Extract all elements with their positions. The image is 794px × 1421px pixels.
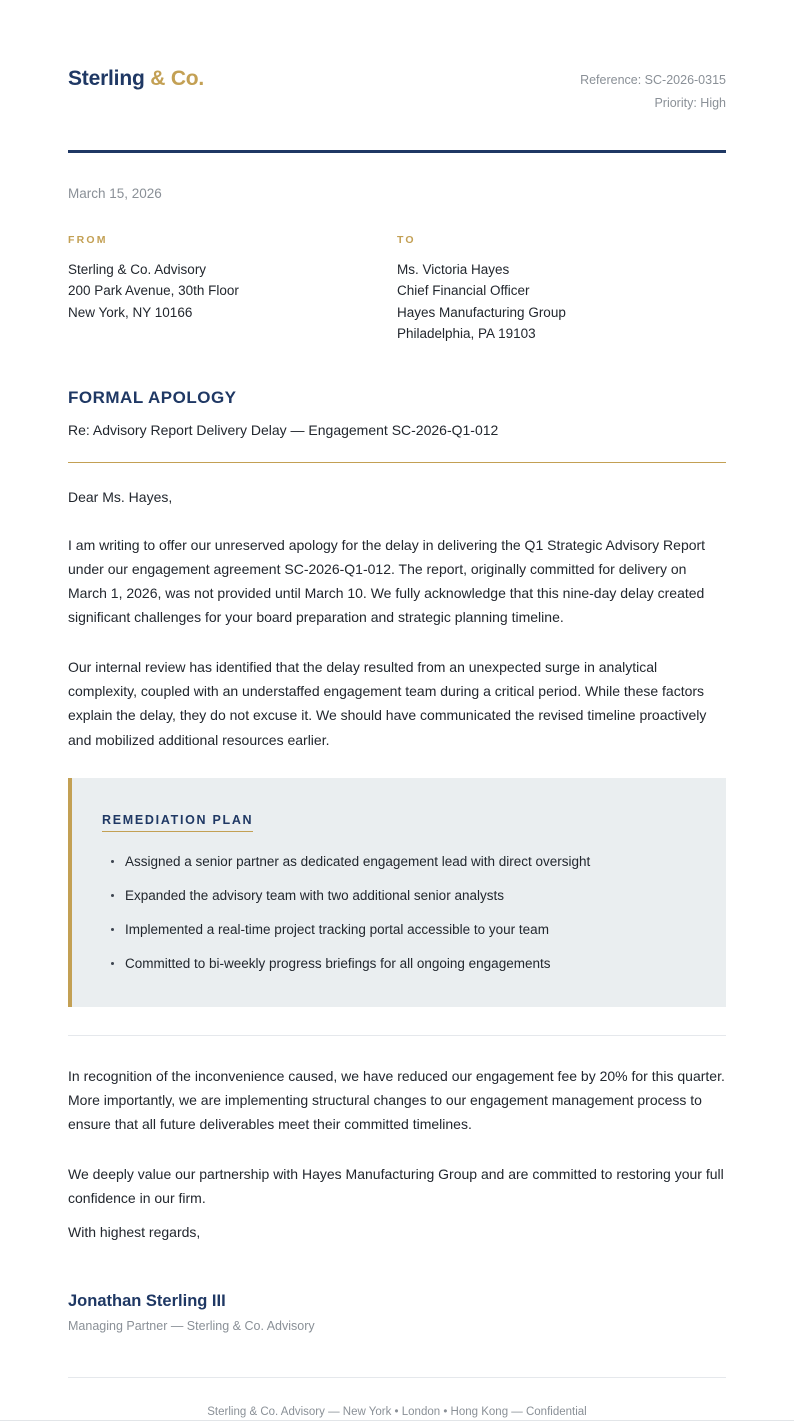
remediation-title: REMEDIATION PLAN	[102, 813, 253, 832]
from-lines	[68, 259, 397, 323]
signatory-role: Managing Partner — Sterling & Co. Advisory	[68, 1319, 315, 1334]
reference-number: Reference: SC-2026-0315	[580, 73, 726, 87]
section-divider	[68, 1035, 726, 1036]
from-line-2: 200 Park Avenue, 30th Floor	[68, 283, 239, 299]
list-item: Expanded the advisory team with two additional senior analysts	[102, 886, 696, 906]
brand-name-accent: & Co.	[150, 67, 205, 90]
letter-body	[68, 489, 726, 1333]
to-lines	[397, 259, 726, 344]
document-meta	[580, 66, 726, 115]
from-label: FROM	[68, 234, 108, 247]
list-item: Implemented a real-time project tracking portal accessible to your team	[102, 920, 696, 940]
header-divider	[68, 150, 726, 153]
list-item: Committed to bi-weekly progress briefings for all ongoing engagements	[102, 954, 696, 974]
remediation-list	[102, 852, 696, 975]
closing-regards: With highest regards,	[68, 1224, 201, 1241]
page-title: FORMAL APOLOGY	[68, 388, 237, 407]
subject-divider	[68, 462, 726, 463]
to-line-4: Philadelphia, PA 19103	[397, 325, 536, 341]
letterhead	[68, 0, 726, 115]
signature-block	[68, 1292, 726, 1333]
to-line-1: Ms. Victoria Hayes	[397, 262, 510, 278]
page-footer	[68, 1377, 726, 1420]
remediation-callout	[68, 778, 726, 1007]
salutation: Dear Ms. Hayes,	[68, 489, 173, 505]
body-paragraph-4: We deeply value our partnership with Hayes Manufacturing Group and are committed to restoring your full confidence in our firm.	[68, 1165, 724, 1206]
to-line-2: Chief Financial Officer	[397, 283, 530, 299]
signatory-name: Jonathan Sterling III	[68, 1292, 226, 1311]
footer-text: Sterling & Co. Advisory — New York • London • Hong Kong — Confidential	[207, 1406, 587, 1419]
to-line-3: Hayes Manufacturing Group	[397, 304, 566, 320]
address-block	[68, 234, 726, 344]
brand-name-primary: Sterling	[68, 67, 145, 90]
sender-address	[68, 234, 397, 344]
closing-block	[68, 1064, 726, 1240]
letter-date: March 15, 2026	[68, 186, 162, 202]
body-paragraph-3: In recognition of the inconvenience caused, we have reduced our engagement fee by 20% for this quarter. More importantly, we are implementing structural changes to our engagement management process to ensure that all future deliverables meet their committed timelines.	[68, 1067, 725, 1132]
list-item: Assigned a senior partner as dedicated engagement lead with direct oversight	[102, 852, 696, 872]
from-line-1: Sterling & Co. Advisory	[68, 262, 207, 278]
company-logo	[68, 66, 204, 91]
priority-level: Priority: High	[654, 96, 726, 111]
recipient-address	[397, 234, 726, 344]
from-line-3: New York, NY 10166	[68, 304, 193, 320]
body-paragraph-2: Our internal review has identified that the delay resulted from an unexpected surge in analytical complexity, coupled with an understaffed engagement team during a critical period. While these factors explain the delay, they do not excuse it. We should have communicated the revised timeline proactively and mobilized additional resources earlier.	[68, 659, 707, 748]
body-paragraph-1: I am writing to offer our unreserved apology for the delay in delivering the Q1 Strategic Advisory Report under our engagement agreement SC-2026-Q1-012. The report, originally committed for delivery on March 1, 2026, was not provided until March 10. We fully acknowledge that this nine-day delay created significant challenges for your board preparation and strategic planning timeline.	[68, 537, 706, 626]
to-label: TO	[397, 234, 416, 247]
subject-line: Re: Advisory Report Delivery Delay — Engagement SC-2026-Q1-012	[68, 422, 499, 438]
subject-block	[68, 388, 726, 438]
